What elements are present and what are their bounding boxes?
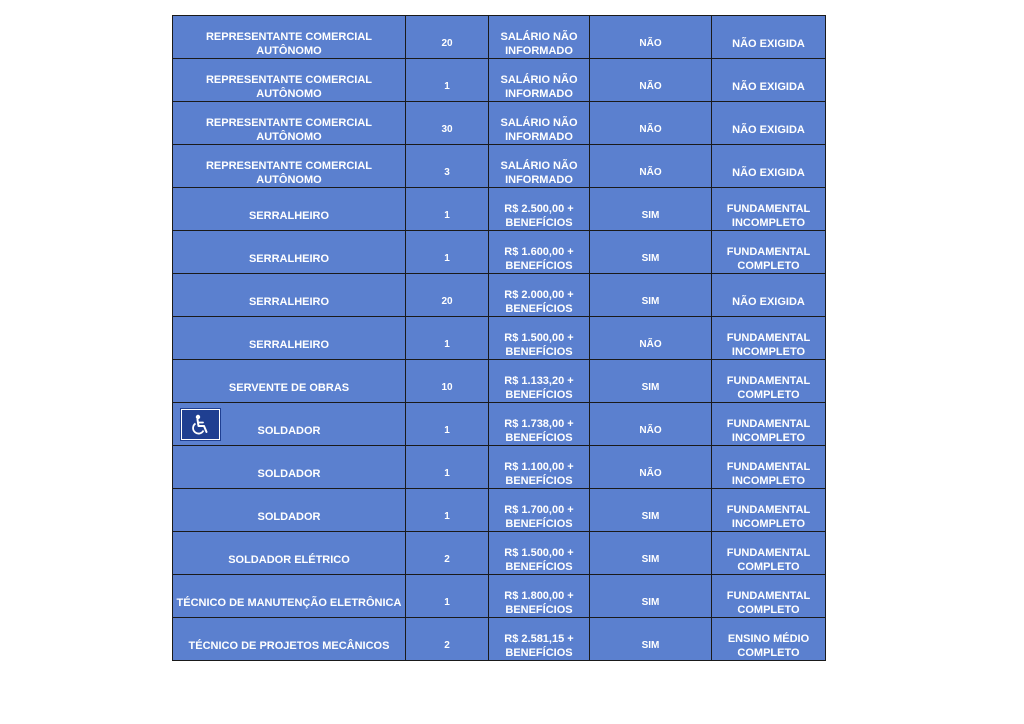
pcd-cell bbox=[590, 403, 712, 446]
education-cell bbox=[712, 489, 826, 532]
salary: R$ 1.800,00 + BENEFÍCIOS bbox=[504, 590, 574, 616]
vacancy-count: 20 bbox=[441, 38, 453, 49]
salary: R$ 1.738,00 + BENEFÍCIOS bbox=[504, 418, 574, 444]
vacancy-count-cell bbox=[406, 274, 489, 317]
vacancy-count: 2 bbox=[444, 554, 450, 565]
education-cell bbox=[712, 274, 826, 317]
education-requirement: FUNDAMENTAL INCOMPLETO bbox=[726, 418, 811, 444]
job-row bbox=[173, 102, 826, 145]
pcd-flag: SIM bbox=[641, 210, 660, 221]
education-requirement: FUNDAMENTAL COMPLETO bbox=[726, 547, 811, 573]
pcd-cell bbox=[590, 446, 712, 489]
job-title: SOLDADOR bbox=[257, 511, 321, 523]
salary-cell bbox=[489, 446, 590, 489]
vacancy-count: 1 bbox=[444, 81, 450, 92]
salary: R$ 1.600,00 + BENEFÍCIOS bbox=[504, 246, 574, 272]
salary-cell bbox=[489, 360, 590, 403]
vacancy-count-cell bbox=[406, 188, 489, 231]
vacancy-count-cell bbox=[406, 59, 489, 102]
salary: R$ 2.500,00 + BENEFÍCIOS bbox=[504, 203, 574, 229]
vacancy-count-cell bbox=[406, 618, 489, 661]
education-requirement: NÃO EXIGIDA bbox=[732, 167, 805, 179]
education-cell bbox=[712, 532, 826, 575]
job-title: SERRALHEIRO bbox=[248, 210, 330, 222]
job-title-cell bbox=[173, 575, 406, 618]
salary-cell bbox=[489, 274, 590, 317]
vacancy-count-cell bbox=[406, 489, 489, 532]
salary: R$ 1.500,00 + BENEFÍCIOS bbox=[504, 547, 574, 573]
job-row bbox=[173, 59, 826, 102]
job-row bbox=[173, 231, 826, 274]
salary: R$ 1.100,00 + BENEFÍCIOS bbox=[504, 461, 574, 487]
education-requirement: FUNDAMENTAL INCOMPLETO bbox=[726, 332, 811, 358]
job-title: TÉCNICO DE MANUTENÇÃO ELETRÔNICA bbox=[176, 597, 402, 609]
pcd-flag: SIM bbox=[641, 554, 660, 565]
pcd-cell bbox=[590, 489, 712, 532]
pcd-cell bbox=[590, 317, 712, 360]
vacancy-count: 1 bbox=[444, 210, 450, 221]
salary-cell bbox=[489, 618, 590, 661]
job-listings-table bbox=[172, 15, 826, 661]
education-requirement: NÃO EXIGIDA bbox=[732, 38, 805, 50]
pcd-cell bbox=[590, 575, 712, 618]
salary: R$ 2.000,00 + BENEFÍCIOS bbox=[504, 289, 574, 315]
education-requirement: FUNDAMENTAL INCOMPLETO bbox=[726, 461, 811, 487]
education-cell bbox=[712, 231, 826, 274]
education-cell bbox=[712, 446, 826, 489]
education-requirement: FUNDAMENTAL INCOMPLETO bbox=[726, 203, 811, 229]
salary: R$ 1.500,00 + BENEFÍCIOS bbox=[504, 332, 574, 358]
pcd-flag: NÃO bbox=[639, 468, 662, 479]
pcd-flag: SIM bbox=[641, 597, 660, 608]
pcd-flag: SIM bbox=[641, 511, 660, 522]
pcd-cell bbox=[590, 360, 712, 403]
salary-cell bbox=[489, 532, 590, 575]
job-title: SERRALHEIRO bbox=[248, 339, 330, 351]
pcd-cell bbox=[590, 145, 712, 188]
job-title-cell bbox=[173, 188, 406, 231]
job-title-cell bbox=[173, 231, 406, 274]
vacancy-count: 1 bbox=[444, 339, 450, 350]
salary-cell bbox=[489, 145, 590, 188]
vacancy-count: 1 bbox=[444, 511, 450, 522]
salary: R$ 2.581,15 + BENEFÍCIOS bbox=[504, 633, 574, 659]
job-title: SERVENTE DE OBRAS bbox=[228, 382, 350, 394]
pcd-flag: NÃO bbox=[639, 339, 662, 350]
pcd-flag: NÃO bbox=[639, 167, 662, 178]
job-title-cell bbox=[173, 360, 406, 403]
job-title-cell bbox=[173, 532, 406, 575]
education-requirement: FUNDAMENTAL COMPLETO bbox=[726, 590, 811, 616]
job-title: REPRESENTANTE COMERCIAL AUTÔNOMO bbox=[205, 74, 373, 100]
job-row bbox=[173, 16, 826, 59]
pcd-cell bbox=[590, 618, 712, 661]
education-cell bbox=[712, 145, 826, 188]
education-cell bbox=[712, 575, 826, 618]
education-requirement: ENSINO MÉDIO COMPLETO bbox=[727, 633, 810, 659]
education-cell bbox=[712, 403, 826, 446]
education-cell bbox=[712, 102, 826, 145]
vacancy-count-cell bbox=[406, 102, 489, 145]
vacancy-count-cell bbox=[406, 145, 489, 188]
salary-cell bbox=[489, 403, 590, 446]
pcd-flag: SIM bbox=[641, 640, 660, 651]
job-title-cell bbox=[173, 446, 406, 489]
education-requirement: NÃO EXIGIDA bbox=[732, 124, 805, 136]
vacancy-count: 20 bbox=[441, 296, 453, 307]
job-row bbox=[173, 403, 826, 446]
education-requirement: FUNDAMENTAL COMPLETO bbox=[726, 246, 811, 272]
job-row bbox=[173, 145, 826, 188]
job-title-cell bbox=[173, 618, 406, 661]
job-title-cell bbox=[173, 59, 406, 102]
pcd-cell bbox=[590, 532, 712, 575]
pcd-cell bbox=[590, 188, 712, 231]
salary: SALÁRIO NÃO INFORMADO bbox=[500, 117, 578, 143]
job-row bbox=[173, 532, 826, 575]
vacancy-count: 10 bbox=[441, 382, 453, 393]
job-title-cell bbox=[173, 102, 406, 145]
job-title: REPRESENTANTE COMERCIAL AUTÔNOMO bbox=[205, 160, 373, 186]
pcd-flag: SIM bbox=[641, 296, 660, 307]
education-cell bbox=[712, 16, 826, 59]
education-cell bbox=[712, 59, 826, 102]
education-requirement: NÃO EXIGIDA bbox=[732, 296, 805, 308]
job-title-cell bbox=[173, 145, 406, 188]
pcd-flag: NÃO bbox=[639, 38, 662, 49]
salary-cell bbox=[489, 231, 590, 274]
salary: SALÁRIO NÃO INFORMADO bbox=[500, 74, 578, 100]
job-title: SOLDADOR ELÉTRICO bbox=[228, 554, 350, 566]
salary: R$ 1.700,00 + BENEFÍCIOS bbox=[504, 504, 574, 530]
vacancy-count: 3 bbox=[444, 167, 450, 178]
salary: SALÁRIO NÃO INFORMADO bbox=[500, 31, 578, 57]
salary: R$ 1.133,20 + BENEFÍCIOS bbox=[504, 375, 574, 401]
salary-cell bbox=[489, 489, 590, 532]
job-title: REPRESENTANTE COMERCIAL AUTÔNOMO bbox=[205, 31, 373, 57]
pcd-flag: NÃO bbox=[639, 81, 662, 92]
salary-cell bbox=[489, 317, 590, 360]
vacancy-count-cell bbox=[406, 317, 489, 360]
salary-cell bbox=[489, 102, 590, 145]
education-requirement: FUNDAMENTAL INCOMPLETO bbox=[726, 504, 811, 530]
vacancy-count: 1 bbox=[444, 597, 450, 608]
pcd-flag: SIM bbox=[641, 253, 660, 264]
vacancy-count-cell bbox=[406, 532, 489, 575]
pcd-cell bbox=[590, 102, 712, 145]
vacancy-count-cell bbox=[406, 446, 489, 489]
education-cell bbox=[712, 618, 826, 661]
job-title: SOLDADOR bbox=[257, 468, 321, 480]
pcd-cell bbox=[590, 274, 712, 317]
salary-cell bbox=[489, 16, 590, 59]
salary-cell bbox=[489, 188, 590, 231]
job-title-cell bbox=[173, 403, 406, 446]
job-row bbox=[173, 575, 826, 618]
job-title-cell bbox=[173, 489, 406, 532]
vacancy-count-cell bbox=[406, 16, 489, 59]
vacancy-count: 1 bbox=[444, 425, 450, 436]
education-cell bbox=[712, 317, 826, 360]
pcd-cell bbox=[590, 16, 712, 59]
vacancy-count-cell bbox=[406, 403, 489, 446]
job-title: SOLDADOR bbox=[257, 425, 321, 437]
vacancy-count-cell bbox=[406, 231, 489, 274]
salary-cell bbox=[489, 59, 590, 102]
wheelchair-icon bbox=[181, 409, 220, 440]
job-title-cell bbox=[173, 317, 406, 360]
vacancy-count: 30 bbox=[441, 124, 453, 135]
job-listings-body bbox=[173, 16, 826, 661]
job-title-cell bbox=[173, 274, 406, 317]
education-requirement: NÃO EXIGIDA bbox=[732, 81, 805, 93]
job-row bbox=[173, 489, 826, 532]
job-title: SERRALHEIRO bbox=[248, 253, 330, 265]
salary-cell bbox=[489, 575, 590, 618]
vacancy-count: 1 bbox=[444, 468, 450, 479]
pcd-flag: NÃO bbox=[639, 124, 662, 135]
job-row bbox=[173, 317, 826, 360]
job-title-cell bbox=[173, 16, 406, 59]
job-row bbox=[173, 360, 826, 403]
education-cell bbox=[712, 188, 826, 231]
job-row bbox=[173, 188, 826, 231]
job-title: TÉCNICO DE PROJETOS MECÂNICOS bbox=[188, 640, 390, 652]
salary: SALÁRIO NÃO INFORMADO bbox=[500, 160, 578, 186]
education-cell bbox=[712, 360, 826, 403]
vacancy-count-cell bbox=[406, 575, 489, 618]
vacancy-count-cell bbox=[406, 360, 489, 403]
pcd-flag: NÃO bbox=[639, 425, 662, 436]
pcd-cell bbox=[590, 59, 712, 102]
vacancy-count: 1 bbox=[444, 253, 450, 264]
job-row bbox=[173, 618, 826, 661]
job-title: SERRALHEIRO bbox=[248, 296, 330, 308]
job-row bbox=[173, 446, 826, 489]
job-row bbox=[173, 274, 826, 317]
pcd-flag: SIM bbox=[641, 382, 660, 393]
pcd-cell bbox=[590, 231, 712, 274]
job-title: REPRESENTANTE COMERCIAL AUTÔNOMO bbox=[205, 117, 373, 143]
vacancy-count: 2 bbox=[444, 640, 450, 651]
education-requirement: FUNDAMENTAL COMPLETO bbox=[726, 375, 811, 401]
